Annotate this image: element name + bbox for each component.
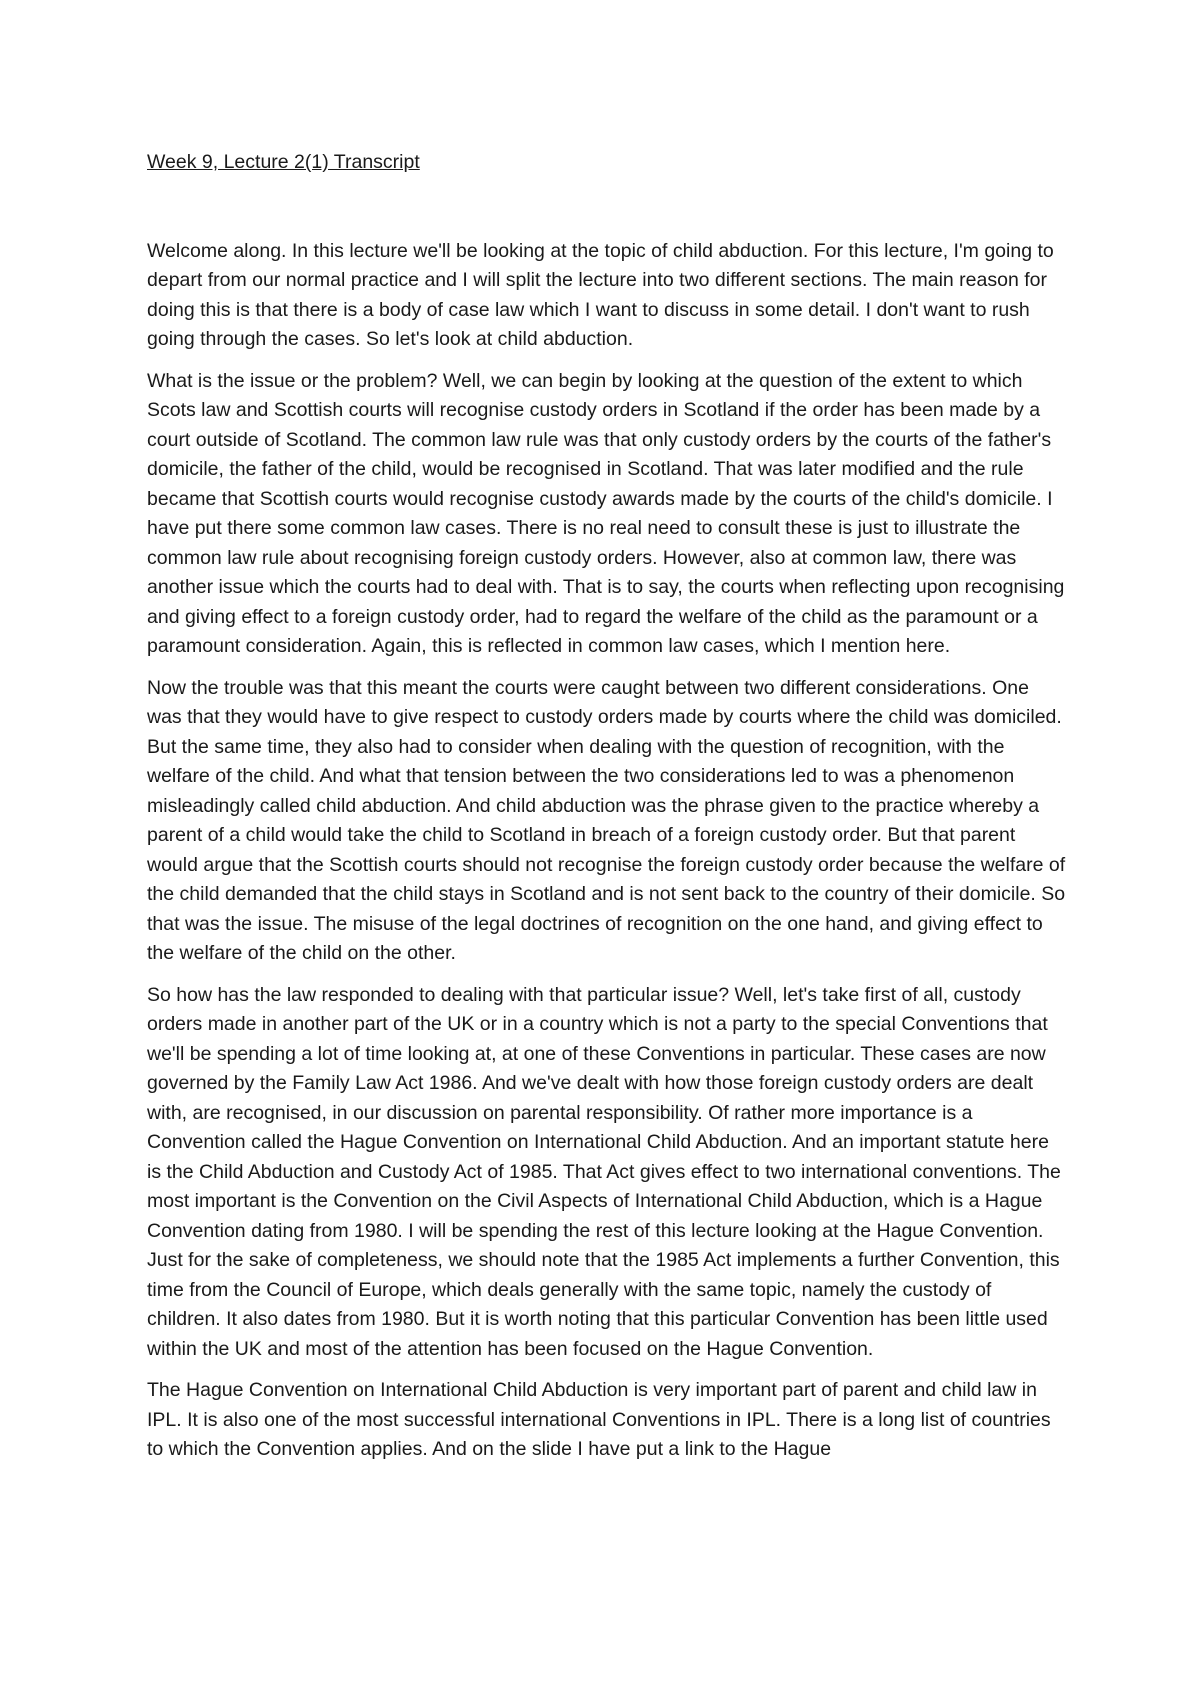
document-body (147, 148, 1067, 1477)
paragraph-hague-convention: The Hague Convention on International Child Abduction is very important part of parent and child law in IPL. It is also one of the most successful international Conventions in IPL. There is a long list of countries to which the Convention applies. And on the slide I have put a link to the Hague (147, 1379, 1051, 1460)
document-title: Week 9, Lecture 2(1) Transcript (147, 151, 420, 173)
paragraph-tension: Now the trouble was that this meant the courts were caught between two different considerations. One was that they would have to give respect to custody orders made by courts where the child was domiciled. But the same time, they also had to consider when dealing with the question of recognition, with the welfare of the child. And what that tension between the two considerations led to was a phenomenon misleadingly called child abduction. And child abduction was the phrase given to the practice whereby a parent of a child would take the child to Scotland in breach of a foreign custody order. But that parent would argue that the Scottish courts should not recognise the foreign custody order because the welfare of the child demanded that the child stays in Scotland and is not sent back to the country of their domicile. So that was the issue. The misuse of the legal doctrines of recognition on the one hand, and giving effect to the welfare of the child on the other. (147, 676, 1066, 964)
paragraph-law-response: So how has the law responded to dealing with that particular issue? Well, let's take first of all, custody orders made in another part of the UK or in a country which is not a party to the special Conventions that we'll be spending a lot of time looking at, at one of these Conventions in particular. These cases are now governed by the Family Law Act 1986. And we've dealt with how those foreign custody orders are dealt with, are recognised, in our discussion on parental responsibility. Of rather more importance is a Convention called the Hague Convention on International Child Abduction. And an important statute here is the Child Abduction and Custody Act of 1985. That Act gives effect to two international conventions. The most important is the Convention on the Civil Aspects of International Child Abduction, which is a Hague Convention dating from 1980. I will be spending the rest of this lecture looking at the Hague Convention. Just for the sake of completeness, we should note that the 1985 Act implements a further Convention, this time from the Council of Europe, which deals generally with the same topic, namely the custody of children. It also dates from 1980. But it is worth noting that this particular Convention has been little used within the UK and most of the attention has been focused on the Hague Convention. (147, 983, 1061, 1360)
paragraph-intro: Welcome along. In this lecture we'll be looking at the topic of child abduction. For this lecture, I'm going to depart from our normal practice and I will split the lecture into two different sections. The main reason for doing this is that there is a body of case law which I want to discuss in some detail. I don't want to rush going through the cases. So let's look at child abduction. (147, 239, 1054, 350)
paragraph-issue: What is the issue or the problem? Well, we can begin by looking at the question of the extent to which Scots law and Scottish courts will recognise custody orders in Scotland if the order has been made by a court outside of Scotland. The common law rule was that only custody orders by the courts of the father's domicile, the father of the child, would be recognised in Scotland. That was later modified and the rule became that Scottish courts would recognise custody awards made by the courts of the child's domicile. I have put there some common law cases. There is no real need to consult these is just to illustrate the common law rule about recognising foreign custody orders. However, also at common law, there was another issue which the courts had to deal with. That is to say, the courts when reflecting upon recognising and giving effect to a foreign custody order, had to regard the welfare of the child as the paramount or a paramount consideration. Again, this is reflected in common law cases, which I mention here. (147, 369, 1065, 657)
